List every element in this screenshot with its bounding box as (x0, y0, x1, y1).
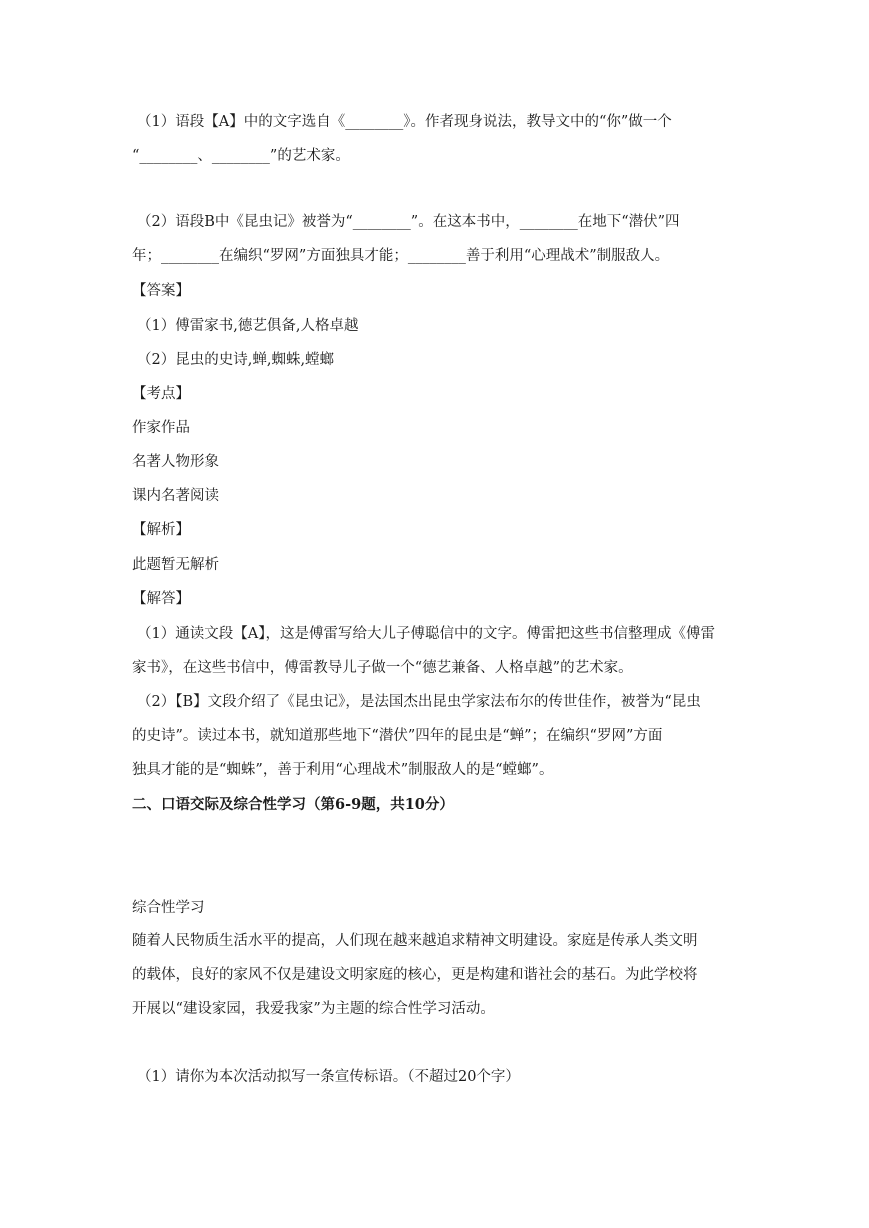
jiexi-heading: 【解析】 (132, 522, 190, 538)
section-2-para-line-3: 开展以“建设家园，我爱我家”为主题的综合性学习活动。 (132, 1001, 495, 1017)
jieda-line-4: 的史诗”。读过本书，就知道那些地下“潜伏”四年的昆虫是“蝉”；在编织“罗网”方面 (132, 728, 663, 744)
section-2-question-1: （1）请你为本次活动拟写一条宣传标语。（不超过20个字） (137, 1069, 520, 1085)
question-5-1-line-2: “________、________”的艺术家。 (132, 148, 350, 164)
jieda-line-2: 家书》，在这些书信中，傅雷教导儿子做一个“德艺兼备、人格卓越”的艺术家。 (132, 660, 633, 676)
answer-item-2: （2）昆虫的史诗,蝉,蜘蛛,螳螂 (137, 352, 335, 368)
jieda-line-1: （1）通读文段【A】，这是傅雷写给大儿子傅聪信中的文字。傅雷把这些书信整理成《傅雷 (137, 626, 715, 642)
question-5-2-line-1: （2）语段B中《昆虫记》被誉为“________”。在这本书中，________在地下“潜伏”四 (137, 214, 680, 230)
question-5-1-line-1: （1）语段【A】中的文字选自《________》。作者现身说法，教导文中的“你”做一个 (137, 114, 672, 130)
section-2-subtitle: 综合性学习 (132, 900, 205, 916)
answer-heading: 【答案】 (132, 283, 190, 299)
jieda-heading: 【解答】 (132, 591, 190, 607)
section-2-para-line-2: 的载体，良好的家风不仅是建设文明家庭的核心，更是构建和谐社会的基石。为此学校将 (132, 967, 698, 983)
kaodian-item: 课内名著阅读 (132, 488, 219, 504)
jieda-line-5: 独具才能的是“蜘蛛”，善于利用“心理战术”制服敌人的是“螳螂”。 (132, 762, 554, 778)
question-5-2-line-2: 年；________在编织“罗网”方面独具才能；________善于利用“心理战术”制服敌人。 (132, 248, 670, 264)
jieda-line-3: （2）【B】文段介绍了《昆虫记》，是法国杰出昆虫学家法布尔的传世佳作，被誉为“昆虫 (137, 694, 701, 710)
section-2-para-line-1: 随着人民物质生活水平的提高，人们现在越来越追求精神文明建设。家庭是传承人类文明 (132, 933, 698, 949)
kaodian-item: 名著人物形象 (132, 454, 219, 470)
jiexi-text: 此题暂无解析 (132, 557, 219, 573)
kaodian-heading: 【考点】 (132, 386, 190, 402)
kaodian-item: 作家作品 (132, 420, 190, 436)
answer-item-1: （1）傅雷家书,德艺俱备,人格卓越 (137, 318, 359, 334)
section-2-title: 二、口语交际及综合性学习（第6-9题，共10分） (132, 796, 454, 813)
